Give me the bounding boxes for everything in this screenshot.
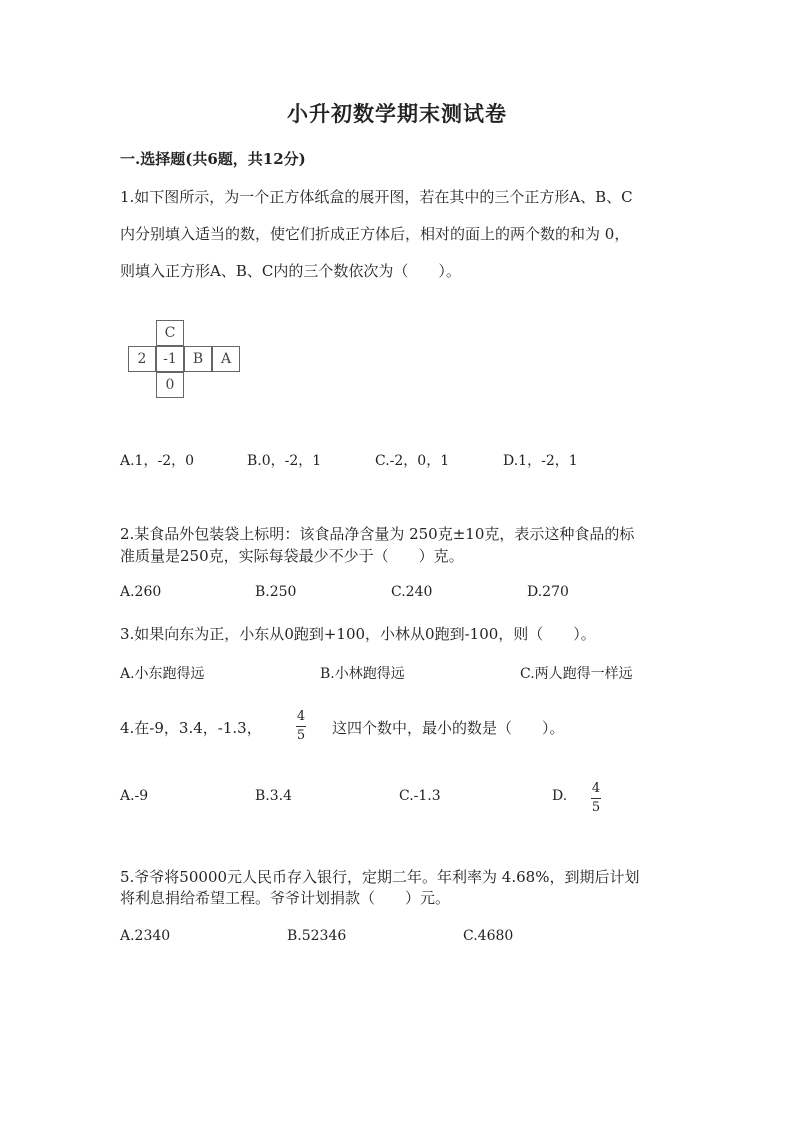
q3-option-b: B.小林跑得远 [320, 666, 405, 682]
q4-prefix: 4.在-9，3.4，-1.3， [120, 719, 262, 737]
net-cell-left: 2 [128, 346, 156, 372]
q3-option-c: C.两人跑得一样远 [520, 666, 633, 682]
q4-option-d-denominator: 5 [591, 800, 601, 815]
q4-fraction-numerator: 4 [296, 709, 306, 724]
q5-option-b: B.52346 [287, 928, 347, 944]
q4-option-d-numerator: 4 [591, 781, 601, 796]
q4-option-d-fraction [591, 781, 601, 816]
q2-option-b: B.250 [255, 584, 297, 600]
net-cell-c: C [156, 320, 184, 346]
q1-option-d: D.1，-2，1 [503, 453, 578, 469]
q4-option-c: C.-1.3 [399, 788, 441, 804]
q5-line1: 5.爷爷将50000元人民币存入银行，定期二年。年利率为 4.68%，到期后计划 [120, 868, 640, 886]
q4-option-b: B.3.4 [255, 788, 293, 804]
q2-line1: 2.某食品外包装袋上标明：该食品净含量为 250克±10克，表示这种食品的标 [120, 525, 635, 543]
q4-suffix: 这四个数中，最小的数是（ ）。 [332, 719, 565, 737]
net-cell-bottom: 0 [156, 372, 184, 398]
q1-option-a: A.1，-2，0 [120, 453, 195, 469]
q2-option-a: A.260 [120, 584, 162, 600]
q5-line2: 将利息捐给希望工程。爷爷计划捐款（ ）元。 [120, 889, 451, 907]
q4-fraction-denominator: 5 [296, 728, 306, 743]
q1-line1: 1.如下图所示，为一个正方体纸盒的展开图，若在其中的三个正方形A、B、C [120, 188, 633, 206]
q4-option-d-bar [591, 798, 601, 799]
q2-option-d: D.270 [527, 584, 569, 600]
q5-option-c: C.4680 [463, 928, 514, 944]
page-title: 小升初数学期末测试卷 [287, 101, 507, 126]
section-heading: 一.选择题(共6题，共12分) [120, 150, 306, 168]
q5-option-a: A.2340 [120, 928, 171, 944]
q1-line2: 内分别填入适当的数，使它们折成正方体后，相对的面上的两个数的和为 0， [120, 225, 630, 243]
net-cell-b: B [184, 346, 212, 372]
q2-line2: 准质量是250克，实际每袋最少不少于（ ）克。 [120, 547, 464, 565]
net-cell-a: A [212, 346, 240, 372]
net-cell-center: -1 [156, 346, 184, 372]
q1-option-c: C.-2，0，1 [375, 453, 450, 469]
q3-line1: 3.如果向东为正，小东从0跑到+100，小林从0跑到-100，则（ ）。 [120, 625, 596, 643]
q1-option-b: B.0，-2，1 [247, 453, 322, 469]
q1-line3: 则填入正方形A、B、C内的三个数依次为（ ）。 [120, 262, 461, 280]
q2-option-c: C.240 [391, 584, 433, 600]
q3-option-a: A.小东跑得远 [120, 666, 205, 682]
cube-net-figure [128, 320, 244, 404]
q4-fraction [296, 709, 306, 744]
q4-option-a: A.-9 [120, 788, 149, 804]
q4-fraction-bar [296, 726, 306, 727]
q4-option-d: D. [552, 788, 568, 804]
